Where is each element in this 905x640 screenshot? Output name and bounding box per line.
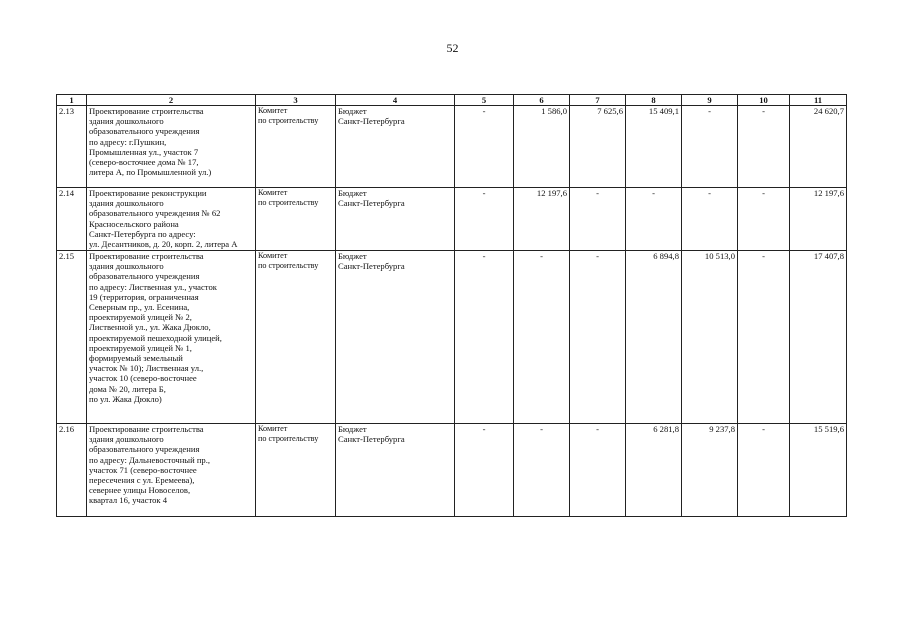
column-header: 6: [514, 95, 570, 106]
row-customer: Комитет по строительству: [256, 106, 336, 188]
row-value-col6: -: [514, 251, 570, 424]
column-header: 10: [738, 95, 790, 106]
row-value-col6: 12 197,6: [514, 188, 570, 251]
column-header: 5: [455, 95, 514, 106]
column-header: 1: [57, 95, 87, 106]
row-number: 2.15: [57, 251, 87, 424]
row-value-col10: -: [738, 106, 790, 188]
table-row: [57, 424, 847, 517]
table-row: [57, 106, 847, 188]
row-customer: Комитет по строительству: [256, 424, 336, 517]
row-value-col5: -: [455, 424, 514, 517]
row-number: 2.16: [57, 424, 87, 517]
row-value-col9: -: [682, 106, 738, 188]
row-description: Проектирование строительства здания дошкольного образовательного учреждения по адресу: Дальневосточный пр., участок 71 (северо-восточнее пересечения с ул. Еремеева), севернее улицы Новоселов, квартал 16, участок 4: [87, 424, 256, 517]
column-header: 2: [87, 95, 256, 106]
row-value-col7: -: [570, 424, 626, 517]
column-header: 9: [682, 95, 738, 106]
row-value-col10: -: [738, 251, 790, 424]
row-value-col9: 9 237,8: [682, 424, 738, 517]
row-customer: Комитет по строительству: [256, 251, 336, 424]
row-value-col10: -: [738, 188, 790, 251]
row-total: 15 519,6: [790, 424, 847, 517]
row-total: 24 620,7: [790, 106, 847, 188]
table-row: [57, 251, 847, 424]
row-value-col5: -: [455, 106, 514, 188]
row-number: 2.14: [57, 188, 87, 251]
row-value-col9: -: [682, 188, 738, 251]
row-value-col6: -: [514, 424, 570, 517]
column-header: 7: [570, 95, 626, 106]
page-number: 52: [446, 41, 459, 55]
row-value-col5: -: [455, 188, 514, 251]
row-funding-source: Бюджет Санкт-Петербурга: [336, 424, 455, 517]
column-header: 8: [626, 95, 682, 106]
row-value-col8: 15 409,1: [626, 106, 682, 188]
table-row: [57, 188, 847, 251]
row-value-col5: -: [455, 251, 514, 424]
header-row: [57, 95, 847, 106]
row-value-col7: 7 625,6: [570, 106, 626, 188]
row-description: Проектирование строительства здания дошкольного образовательного учреждения по адресу: г.Пушкин, Промышленная ул., участок 7 (северо-восточнее дома № 17, литера А, по Промышленной ул.): [87, 106, 256, 188]
row-value-col7: -: [570, 188, 626, 251]
budget-table: [56, 94, 847, 517]
row-value-col10: -: [738, 424, 790, 517]
row-number: 2.13: [57, 106, 87, 188]
column-header: 4: [336, 95, 455, 106]
row-value-col8: -: [626, 188, 682, 251]
row-funding-source: Бюджет Санкт-Петербурга: [336, 188, 455, 251]
row-funding-source: Бюджет Санкт-Петербурга: [336, 106, 455, 188]
row-value-col8: 6 894,8: [626, 251, 682, 424]
row-description: Проектирование строительства здания дошкольного образовательного учреждения по адресу: Лиственная ул., участок 19 (территория, ограниченная Северным пр., ул. Есенина, проектируемой улицей № 2, Лиственной ул., ул. Жака Дюкло, проектируемой пешеходной улицей, проектируемой улицей № 1, формируемый земельный участок № 10); Лиственная ул., участок 10 (северо-восточнее дома № 20, литера Б, по ул. Жака Дюкло): [87, 251, 256, 424]
column-header: 3: [256, 95, 336, 106]
row-total: 17 407,8: [790, 251, 847, 424]
column-header: 11: [790, 95, 847, 106]
row-customer: Комитет по строительству: [256, 188, 336, 251]
row-total: 12 197,6: [790, 188, 847, 251]
row-description: Проектирование реконструкции здания дошкольного образовательного учреждения № 62 Красносельского района Санкт-Петербурга по адресу: ул. Десантников, д. 20, корп. 2, литера А: [87, 188, 256, 251]
row-value-col7: -: [570, 251, 626, 424]
row-value-col6: 1 586,0: [514, 106, 570, 188]
row-value-col8: 6 281,8: [626, 424, 682, 517]
row-value-col9: 10 513,0: [682, 251, 738, 424]
row-funding-source: Бюджет Санкт-Петербурга: [336, 251, 455, 424]
